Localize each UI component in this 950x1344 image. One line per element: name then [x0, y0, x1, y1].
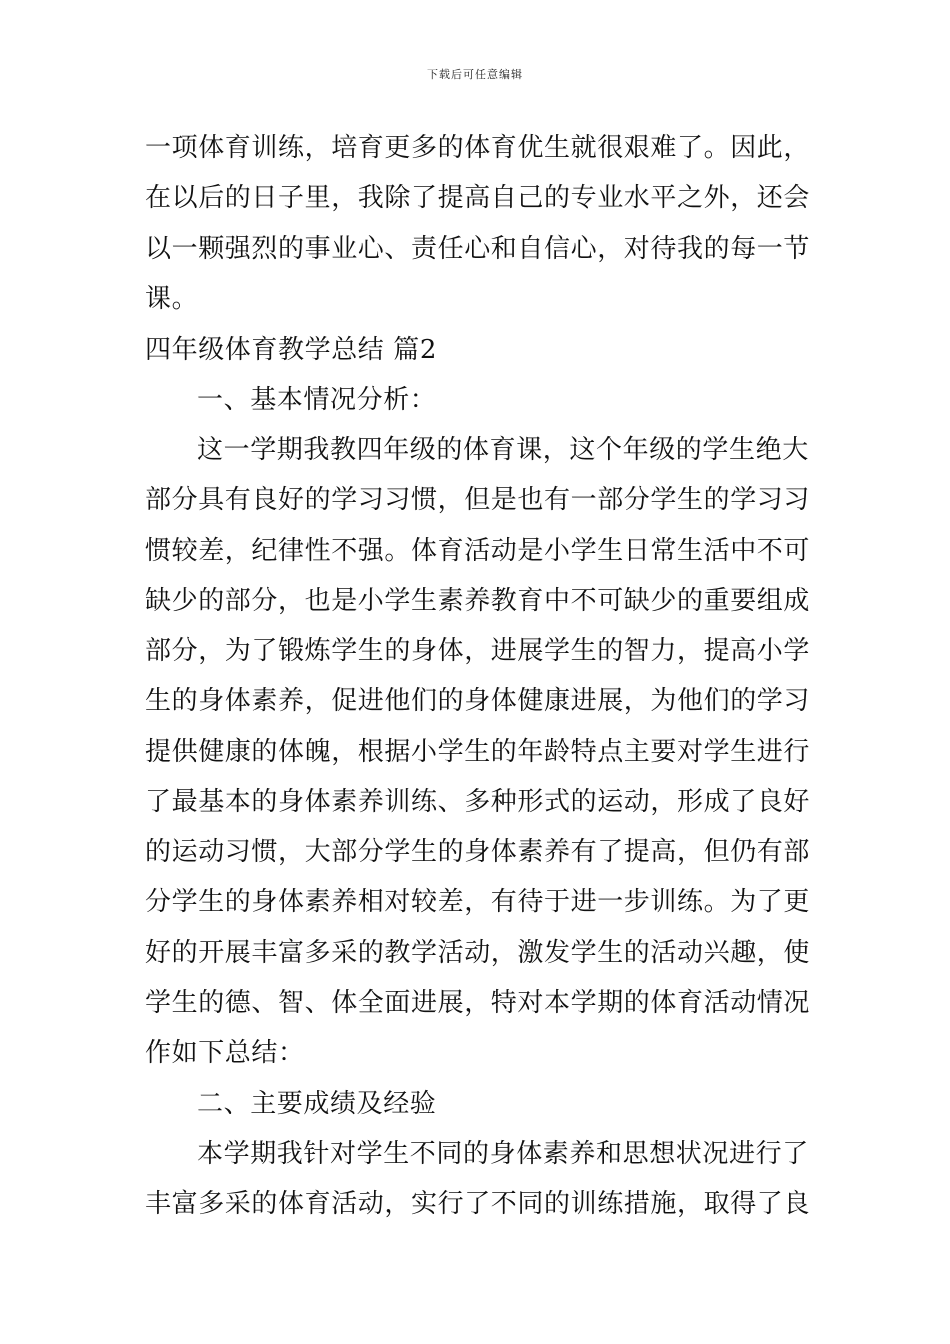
- body-line: 提供健康的体魄，根据小学生的年龄特点主要对学生进行: [145, 737, 811, 767]
- body-line: 缺少的部分，也是小学生素养教育中不可缺少的重要组成: [145, 586, 811, 616]
- body-line: 部分，为了锻炼学生的身体，进展学生的智力，提高小学: [145, 636, 811, 666]
- paragraph-first-line: 本学期我针对学生不同的身体素养和思想状况进行了: [197, 1139, 809, 1169]
- body-line: 好的开展丰富多采的教学活动，激发学生的活动兴趣，使: [145, 938, 811, 968]
- body-line: 学生的德、智、体全面进展，特对本学期的体育活动情况: [145, 988, 811, 1018]
- page-header: 下载后可任意编辑: [427, 68, 523, 81]
- body-line: 一项体育训练，培育更多的体育优生就很艰难了。因此，: [145, 133, 811, 163]
- body-line: 部分具有良好的学习习惯，但是也有一部分学生的学习习: [145, 485, 811, 515]
- paragraph-first-line: 这一学期我教四年级的体育课，这个年级的学生绝大: [197, 435, 809, 465]
- body-line: 丰富多采的体育活动，实行了不同的训练措施，取得了良: [145, 1189, 811, 1219]
- subheading: 二、主要成绩及经验: [197, 1089, 437, 1119]
- body-line: 惯较差，纪律性不强。体育活动是小学生日常生活中不可: [145, 536, 811, 566]
- body-line: 的运动习惯，大部分学生的身体素养有了提高，但仍有部: [145, 837, 811, 867]
- body-line: 生的身体素养，促进他们的身体健康进展，为他们的学习: [145, 686, 811, 716]
- subheading: 一、基本情况分析：: [197, 385, 437, 415]
- body-line: 课。: [145, 284, 199, 314]
- body-line: 分学生的身体素养相对较差，有待于进一步训练。为了更: [145, 887, 811, 917]
- body-line: 了最基本的身体素养训练、多种形式的运动，形成了良好: [145, 787, 811, 817]
- body-line: 作如下总结：: [145, 1038, 305, 1068]
- body-line: 以一颗强烈的事业心、责任心和自信心，对待我的每一节: [145, 234, 811, 264]
- body-line: 在以后的日子里，我除了提高自己的专业水平之外，还会: [145, 183, 811, 213]
- section-title: 四年级体育教学总结 篇2: [145, 335, 438, 365]
